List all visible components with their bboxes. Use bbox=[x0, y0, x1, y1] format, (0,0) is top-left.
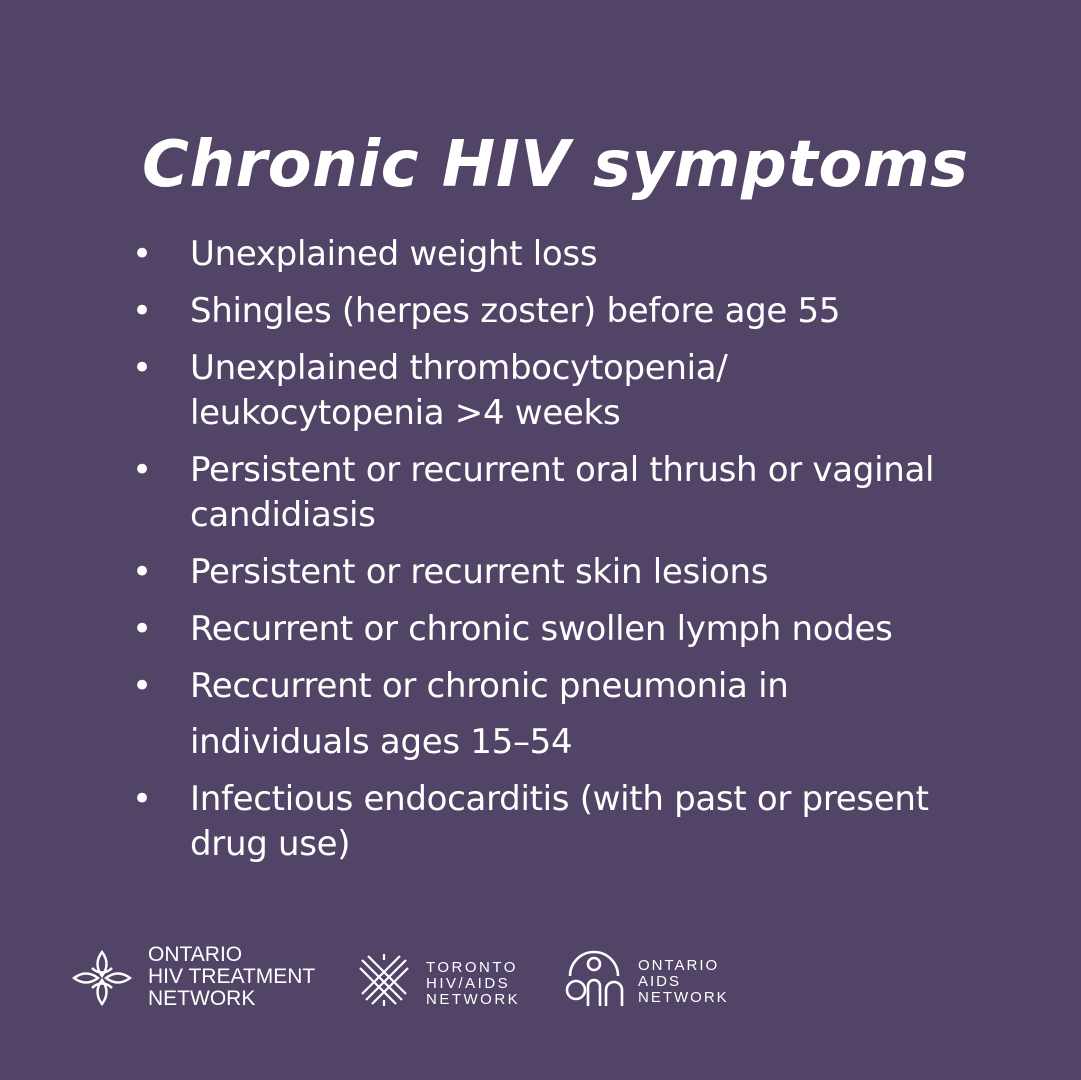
ohtn-knot-icon bbox=[70, 946, 134, 1010]
logo-line: ONTARIO bbox=[638, 957, 720, 974]
list-item bbox=[130, 777, 1010, 867]
item-text: Infectious endocarditis (with past or present bbox=[190, 779, 929, 819]
item-text: Persistent or recurrent skin lesions bbox=[190, 552, 769, 592]
list-item bbox=[130, 346, 1010, 436]
symptom-list bbox=[130, 232, 1010, 879]
bullet-dot: • bbox=[132, 450, 152, 490]
than-weave-icon bbox=[358, 952, 410, 1008]
bullet-dot: • bbox=[132, 552, 152, 592]
item-text: Reccurrent or chronic pneumonia in bbox=[190, 666, 789, 706]
item-text: leukocytopenia >4 weeks bbox=[190, 393, 621, 433]
list-item bbox=[130, 607, 1010, 652]
oan-wordmark bbox=[638, 958, 729, 1006]
logo-line: NETWORK bbox=[638, 989, 729, 1006]
list-item bbox=[130, 664, 1010, 765]
bullet-dot: • bbox=[132, 348, 152, 388]
bullet-dot: • bbox=[132, 666, 152, 706]
list-item bbox=[130, 232, 1010, 277]
item-text: Unexplained thrombocytopenia/ bbox=[190, 348, 728, 388]
item-text: Recurrent or chronic swollen lymph nodes bbox=[190, 609, 893, 649]
item-text: Shingles (herpes zoster) before age 55 bbox=[190, 291, 841, 331]
bullet-dot: • bbox=[132, 779, 152, 819]
item-text: drug use) bbox=[190, 824, 351, 864]
logo-line: HIV TREATMENT bbox=[148, 965, 316, 988]
item-text: Persistent or recurrent oral thrush or vaginal bbox=[190, 450, 935, 490]
logo-line: NETWORK bbox=[426, 991, 521, 1008]
ohtn-wordmark bbox=[148, 944, 315, 1010]
page-title: Chronic HIV symptoms bbox=[142, 128, 969, 202]
item-text: candidiasis bbox=[190, 495, 376, 535]
item-text: Unexplained weight loss bbox=[190, 234, 598, 274]
bullet-dot: • bbox=[132, 609, 152, 649]
logo-line: TORONTO bbox=[426, 959, 518, 976]
list-item bbox=[130, 289, 1010, 334]
logo-line: NETWORK bbox=[148, 987, 256, 1010]
item-text: individuals ages 15–54 bbox=[190, 722, 573, 762]
logo-line: HIV/AIDS bbox=[426, 975, 511, 992]
logo-line: AIDS bbox=[638, 973, 682, 990]
logo-line: ONTARIO bbox=[148, 943, 243, 966]
list-item bbox=[130, 550, 1010, 595]
than-wordmark bbox=[426, 960, 520, 1008]
oan-people-icon bbox=[560, 946, 628, 1010]
bullet-dot: • bbox=[132, 234, 152, 274]
list-item bbox=[130, 448, 1010, 538]
bullet-dot: • bbox=[132, 291, 152, 331]
